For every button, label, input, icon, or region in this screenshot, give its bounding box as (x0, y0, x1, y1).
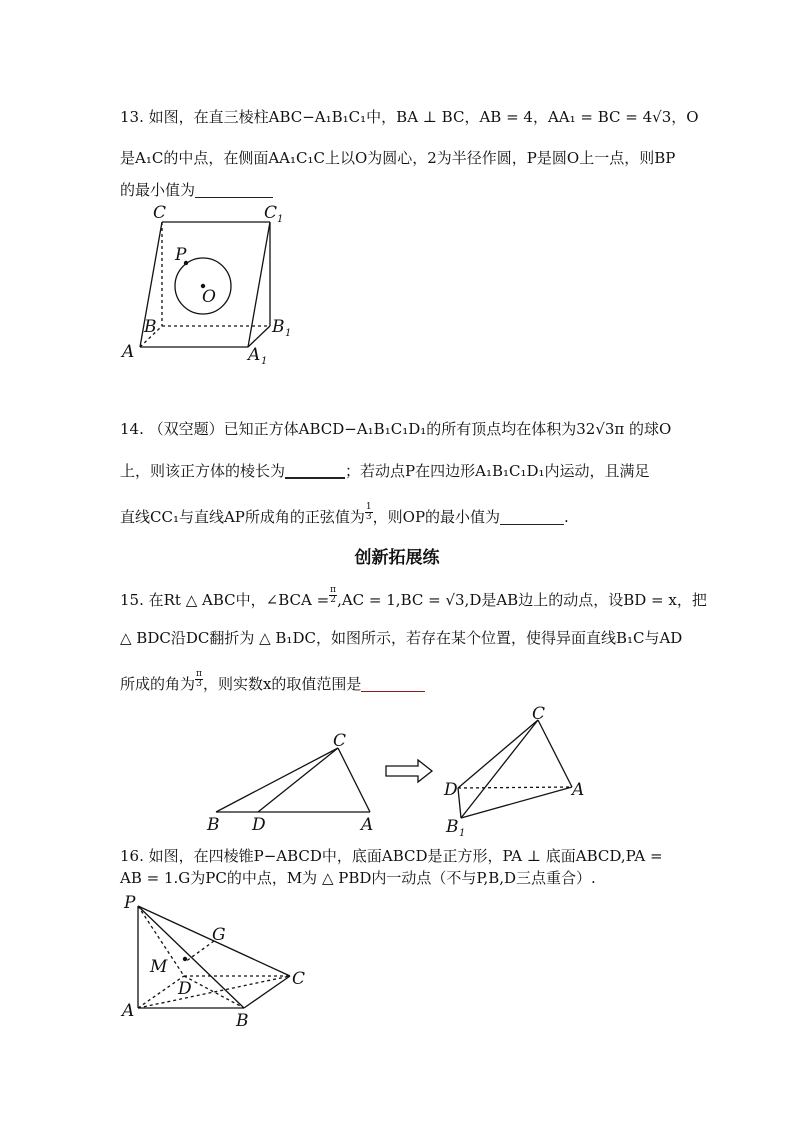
q14-fraction (365, 503, 373, 522)
q15-label-D: D (252, 815, 266, 835)
q13-line-1: 13. 如图，在直三棱柱ABC−A₁B₁C₁中，BA ⊥ BC，AB = 4，AA₁ = BC = 4√3，O (120, 108, 699, 126)
q13-label-C1-sub: 1 (277, 214, 284, 225)
q15-triangle-figure (200, 700, 600, 840)
q13-prism-figure (118, 200, 308, 370)
q14-line-2 (120, 461, 650, 481)
q14-line-2a: 上，则该正方体的棱长为 (120, 462, 286, 480)
q13-label-B1: B (272, 317, 285, 337)
q16-label-G: G (212, 925, 226, 945)
q14-line-2b: ；若动点P在四边形A₁B₁C₁D₁内运动，且满足 (345, 462, 650, 480)
q16-label-P: P (124, 893, 136, 913)
q14-answer-blank-2[interactable] (500, 510, 564, 525)
q16-pyramid-figure (118, 890, 318, 1030)
q15-frac1-num: π (330, 585, 337, 595)
q14-answer-blank-1[interactable] (285, 463, 345, 479)
q13-label-A1-sub: 1 (261, 356, 268, 367)
q15-line-1a: 15. 在Rt △ ABC中，∠BCA = (120, 591, 330, 609)
q14-line-3a: 直线CC₁与直线AP所成角的正弦值为 (120, 508, 365, 526)
q15-line-3 (120, 670, 425, 694)
q14-frac-den: 3 (365, 512, 372, 522)
q16-line-1: 16. 如图，在四棱锥P−ABCD中，底面ABCD是正方形，PA ⊥ 底面ABCD,PA = (120, 847, 663, 865)
q13-line-2: 是A₁C的中点，在侧面AA₁C₁C上以O为圆心，2为半径作圆，P是圆O上一点，则BP (120, 149, 676, 167)
q15-answer-blank[interactable] (361, 677, 425, 692)
q13-label-B: B (144, 317, 157, 337)
q16-label-M: M (150, 957, 168, 977)
q16-label-A: A (122, 1001, 135, 1021)
q15-line-1b: ,AC = 1,BC = √3,D是AB边上的动点，设BD = x，把 (337, 591, 707, 609)
q15-line-1 (120, 586, 707, 610)
q14-line-3b: ，则OP的最小值为 (372, 508, 501, 526)
q16-label-C: C (292, 969, 306, 989)
q15-fraction-2 (195, 670, 203, 689)
q16-label-B: B (236, 1011, 249, 1031)
q13-label-A1: A (248, 345, 261, 365)
q15-line-2: △ BDC沿DC翻折为 △ B₁DC，如图所示，若存在某个位置，使得异面直线B₁C与AD (120, 629, 683, 647)
q15-label-C: C (333, 731, 347, 751)
q13-label-B1-sub: 1 (285, 328, 292, 339)
q14-line-3 (120, 503, 569, 527)
q15-line-3b: ，则实数x的取值范围是 (202, 675, 362, 693)
q14-frac-num: 1 (365, 502, 372, 512)
q14-line-1: 14. （双空题）已知正方体ABCD−A₁B₁C₁D₁的所有顶点均在体积为32√3π 的球O (120, 420, 672, 438)
q13-label-A: A (122, 342, 135, 362)
q15-fraction-1 (329, 586, 337, 605)
q13-label-P: P (175, 245, 187, 265)
q16-line-2: AB = 1.G为PC的中点，M为 △ PBD内一动点（不与P,B,D三点重合）. (120, 869, 596, 887)
q15-frac2-num: π (196, 669, 202, 679)
q13-label-O: O (202, 287, 216, 307)
q15-label-B1-sub: 1 (459, 828, 466, 839)
q13-line-3-text: 的最小值为 (120, 181, 196, 199)
section-title: 创新拓展练 (354, 548, 440, 568)
q15-label-C2: C (532, 704, 546, 724)
q15-label-D2: D (444, 780, 458, 800)
q15-label-A: A (361, 815, 374, 835)
q14-line-3c: . (564, 508, 569, 526)
q15-label-B: B (207, 815, 220, 835)
q15-label-B1: B (446, 817, 459, 837)
q15-frac1-den: 2 (330, 595, 336, 605)
q13-line-3 (120, 180, 273, 200)
q13-label-C: C (153, 203, 167, 223)
q13-answer-blank[interactable] (195, 183, 273, 198)
q13-label-C1: C (264, 203, 278, 223)
q15-line-3a: 所成的角为 (120, 675, 196, 693)
q16-label-D: D (178, 979, 192, 999)
q15-frac2-den: 3 (196, 679, 202, 689)
q15-label-A2: A (572, 780, 585, 800)
